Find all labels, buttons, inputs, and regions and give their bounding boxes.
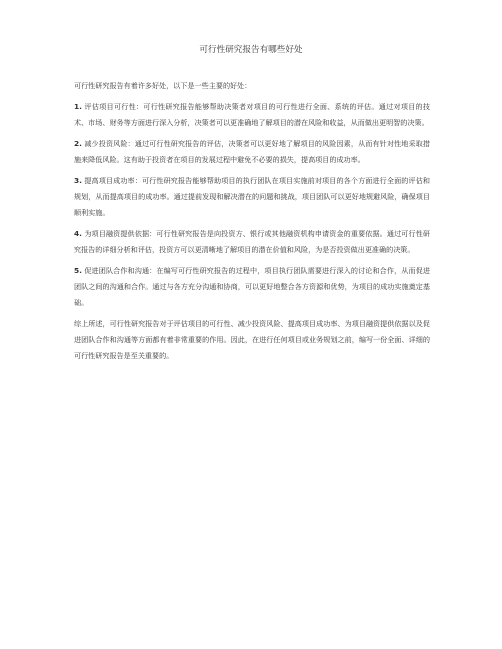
- point-number: 5.: [74, 266, 82, 275]
- point-text: 促进团队合作和沟通：在编写可行性研究报告的过程中，项目执行团队需要进行深入的讨论和合作，从而促进团队之间的沟通和合作。通过与各方充分沟通和协商，可以更好地整合各方资源和优势，为项目的成功实施奠定基础。: [74, 266, 430, 307]
- intro-paragraph: 可行性研究报告有着许多好处，以下是一些主要的好处：: [74, 81, 252, 90]
- point-paragraph-4: [74, 226, 430, 258]
- point-paragraph-1: [74, 99, 430, 131]
- point-paragraph-5: [74, 263, 430, 311]
- point-text: 减少投资风险：通过可行性研究报告的评估，决策者可以更好地了解项目的风险因素，从而有针对性地采取措施来降低风险。这有助于投资者在项目的发展过程中避免不必要的损失，提高项目的成功率。: [74, 139, 430, 164]
- point-text: 评估项目可行性：可行性研究报告能够帮助决策者对项目的可行性进行全面、系统的评估。通过对项目的技术、市场、财务等方面进行深入分析，决策者可以更准确地了解项目的潜在风险和收益，从而做出更明智的决策。: [74, 102, 430, 127]
- point-paragraph-2: [74, 136, 430, 168]
- point-number: 3.: [74, 176, 82, 185]
- document-body: [74, 78, 430, 369]
- document-title: 可行性研究报告有哪些好处: [199, 45, 303, 55]
- conclusion-paragraph: 综上所述，可行性研究报告对于评估项目的可行性、减少投资风险、提高项目成功率、为项目融资提供依据以及促进团队合作和沟通等方面都有着非常重要的作用。因此，在进行任何项目或业务规划之前，编写一份全面、详细的可行性研究报告是至关重要的。: [74, 319, 430, 360]
- point-text: 提高项目成功率：可行性研究报告能够帮助项目的执行团队在项目实施前对项目的各个方面进行全面的评估和规划，从而提高项目的成功率。通过提前发现和解决潜在的问题和挑战，项目团队可以更好地规避风险，确保项目顺利实施。: [74, 176, 430, 217]
- point-paragraph-3: [74, 173, 430, 221]
- point-text: 为项目融资提供依据：可行性研究报告是向投资方、银行或其他融资机构申请资金的重要依据。通过可行性研究报告的详细分析和评估，投资方可以更清晰地了解项目的潜在价值和风险，为是否投资做出更准确的决策。: [74, 229, 430, 254]
- point-number: 2.: [74, 139, 82, 148]
- point-number: 1.: [74, 102, 82, 111]
- point-number: 4.: [74, 229, 82, 238]
